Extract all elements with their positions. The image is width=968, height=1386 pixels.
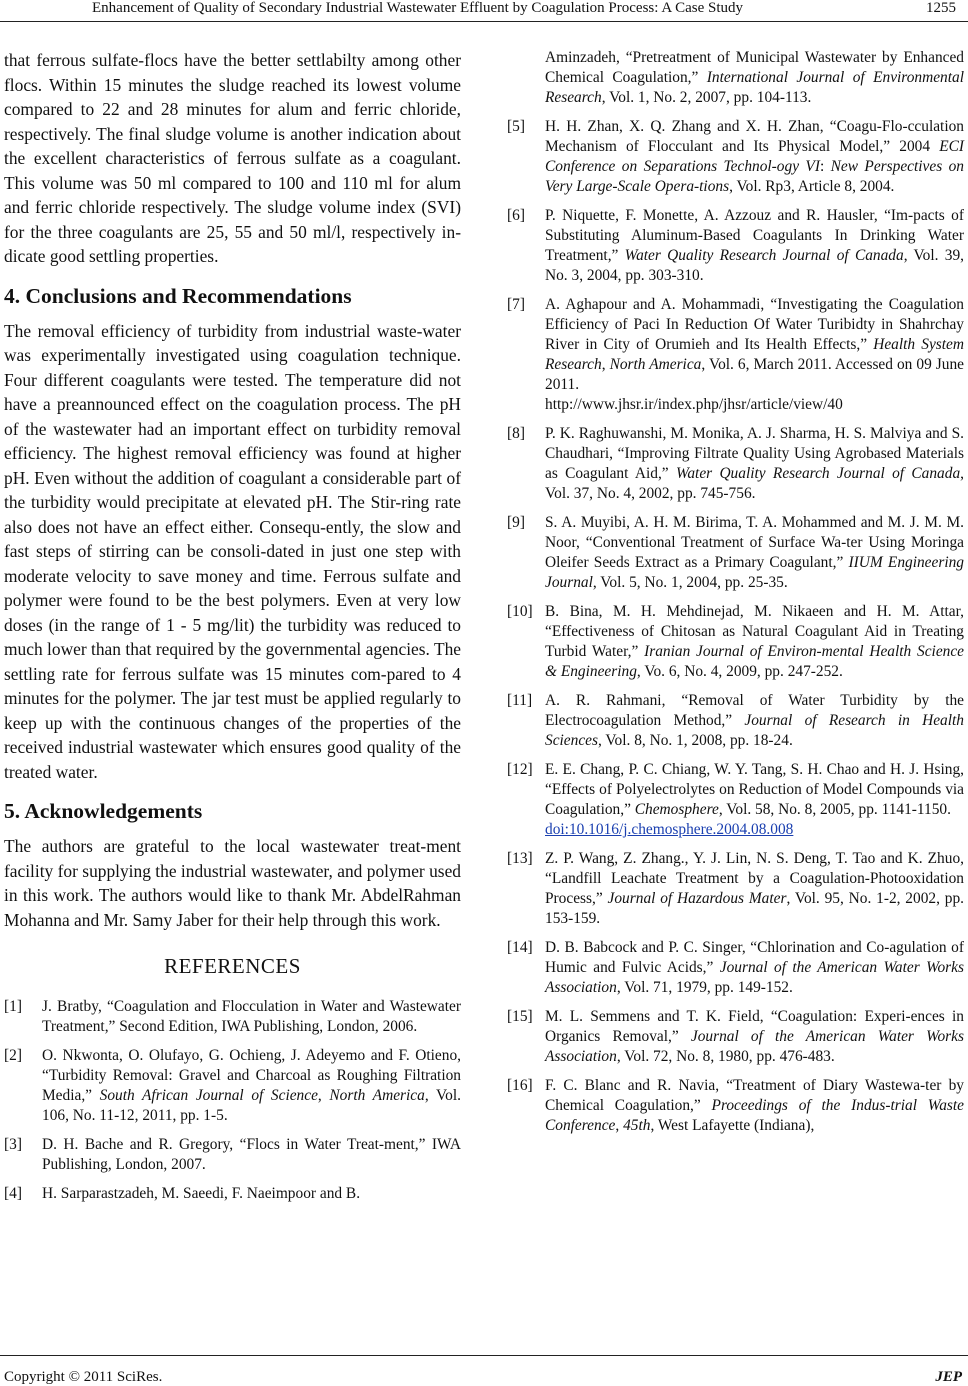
reference-item <box>4 997 461 1037</box>
reference-item <box>507 691 964 751</box>
page-footer <box>0 1355 968 1385</box>
reference-item <box>507 513 964 593</box>
reference-item <box>4 1184 461 1204</box>
reference-item <box>507 48 964 108</box>
reference-text: Z. P. Wang, Z. Zhang., Y. J. Lin, N. S. Deng, T. Tao and K. Zhuo, “Landfill Leachate Treatment by a Coagulation-Photooxidation Process,” Journal of Hazardous Mater, Vol. 95, No. 1-2, 2002, pp. 153-159. <box>545 850 964 927</box>
reference-item <box>507 760 964 840</box>
header-rule <box>0 21 968 22</box>
reference-item <box>507 849 964 929</box>
copyright-text: Copyright © 2011 SciRes. <box>4 1369 163 1385</box>
section-5-paragraph: The authors are grateful to the local wastewater treat-ment facility for supplying the industrial wastewater, and polymer used in this work. The authors would like to thank Mr. AbdelRahman Mohanna and Mr. Samy Jaber for their help through this work. <box>4 836 461 930</box>
reference-text: F. C. Blanc and R. Navia, “Treatment of Diary Wastewa-ter by Chemical Coagulation,” Proceedings of the Indus-trial Waste Conference, 45th, West Lafayette (Indiana), <box>545 1077 965 1134</box>
reference-item <box>507 602 964 682</box>
reference-text: H. H. Zhan, X. Q. Zhang and X. H. Zhan, “Coagu-Flo-cculation Mechanism of Flocculant and Its Physical Model,” 2004 ECI Conference on Separations Technol-ogy VI: New Perspectives on Very Large-Scale Opera-tions, Vol. Rp3, Article 8, 2004. <box>545 118 964 195</box>
section-4-paragraph: The removal efficiency of turbidity from industrial waste-water was experimentally investigated using coagulation technique. Four different coagulants were tested. The temperature did not have a preannounced effect on the coagulation process. The pH of the wastewater had an important effect on turbidity removal efficiency. The highest removal efficiency was found at higher pH. Even without the addition of coagulant a considerable part of the turbidity would precipitate at elevated pH. The Stir-ring rate also does not have an effect either. Consequ-ently, the slow and fast steps of stirring can be consoli-dated in just one step with moderate velocity to save money and time. Ferrous sulfate and polymer were found to be the best polymers. Even at very low doses (in the range of 1 - 5 mg/lit) the turbidity was reduced to much lower than that required by the governmental agencies. The settling rate for ferrous sulfate was 15 minutes com-pared to 4 minutes for the polymer. The jar test must be applied regularly to keep up with the continuous changes of the properties of the received industrial wastewater which ensures good quality of the treated water. <box>4 320 461 782</box>
reference-number: [15] <box>507 1008 533 1025</box>
reference-item <box>4 1135 461 1175</box>
reference-number: [6] <box>507 207 525 224</box>
reference-item <box>507 295 964 415</box>
reference-item <box>507 206 964 286</box>
reference-text: P. Niquette, F. Monette, A. Azzouz and R. Hausler, “Im-pacts of Substituting Aluminum-Based Coagulants In Drinking Water Treatment,” Water Quality Research Journal of Canada, Vol. 39, No. 3, 2004, pp. 303-310. <box>545 207 964 284</box>
reference-number: [12] <box>507 761 533 778</box>
running-title: Enhancement of Quality of Secondary Industrial Wastewater Effluent by Coagulation Process: A Case Study <box>92 0 744 16</box>
reference-item <box>507 1007 964 1067</box>
references-list-left <box>4 997 461 1204</box>
reference-number: [4] <box>4 1185 22 1202</box>
reference-text: Aminzadeh, “Pretreatment of Municipal Wastewater by Enhanced Chemical Coagulation,” International Journal of Environmental Research, Vol. 1, No. 2, 2007, pp. 104-113. <box>545 49 964 106</box>
reference-text: B. Bina, M. H. Mehdinejad, M. Nikaeen and H. M. Attar, “Effectiveness of Chitosan as Natural Coagulant Aid in Treating Turbid Water,” Iranian Journal of Environ-mental Health Science & Engineering, Vo. 6, No. 4, 2009, pp. 247-252. <box>545 603 965 680</box>
reference-number: [7] <box>507 296 525 313</box>
reference-url: http://www.jhsr.ir/index.php/jhsr/article/view/40 <box>545 396 843 413</box>
reference-item <box>507 1076 964 1136</box>
left-column <box>4 48 461 1204</box>
doi-link[interactable]: doi:10.1016/j.chemosphere.2004.08.008 <box>545 821 794 838</box>
reference-text: A. R. Rahmani, “Removal of Water Turbidity by the Electrocoagulation Method,” Journal of Research in Health Sciences, Vol. 8, No. 1, 2008, pp. 18-24. <box>545 692 964 749</box>
footer-rule <box>0 1355 968 1356</box>
journal-abbreviation: JEP <box>935 1369 962 1385</box>
reference-number: [5] <box>507 118 525 135</box>
reference-number: [16] <box>507 1077 533 1094</box>
page-header <box>0 0 968 22</box>
reference-text: P. K. Raghuwanshi, M. Monika, A. J. Sharma, H. S. Malviya and S. Chaudhari, “Improving Filtrate Quality Using Agrobased Materials as Coagulant Aid,” Water Quality Research Journal of Canada, Vol. 37, No. 4, 2002, pp. 745-756. <box>545 425 964 502</box>
reference-number: [14] <box>507 939 533 956</box>
page-number: 1255 <box>926 0 956 16</box>
reference-number: [2] <box>4 1047 22 1064</box>
reference-number: [3] <box>4 1136 22 1153</box>
section-5-heading: 5. Acknowledgements <box>4 799 203 823</box>
reference-text: J. Bratby, “Coagulation and Flocculation in Water and Wastewater Treatment,” Second Edition, IWA Publishing, London, 2006. <box>42 998 461 1035</box>
reference-item <box>507 117 964 197</box>
reference-item <box>507 424 964 504</box>
reference-text: S. A. Muyibi, A. H. M. Birima, T. A. Mohammed and M. J. M. M. Noor, “Conventional Treatment of Surface Wa-ter Using Moringa Oleifer Seeds Extract as a Primary Coagulant,” IIUM Engineering Journal, Vol. 5, No. 1, 2004, pp. 25-35. <box>545 514 965 591</box>
reference-number: [1] <box>4 998 22 1015</box>
section-4-heading: 4. Conclusions and Recommendations <box>4 283 352 308</box>
reference-number: [10] <box>507 603 533 620</box>
reference-text: D. H. Bache and R. Gregory, “Flocs in Water Treat-ment,” IWA Publishing, London, 2007. <box>42 1136 461 1173</box>
reference-number: [8] <box>507 425 525 442</box>
reference-text: M. L. Semmens and T. K. Field, “Coagulation: Experi-ences in Organics Removal,” Journal of the American Water Works Association, Vol. 72, No. 8, 1980, pp. 476-483. <box>545 1008 964 1065</box>
reference-item <box>4 1046 461 1126</box>
right-column <box>507 48 964 1136</box>
reference-text: E. E. Chang, P. C. Chiang, W. Y. Tang, S. H. Chao and H. J. Hsing, “Effects of Polyelectrolytes on Reduction of Model Compounds via Coagulation,” Chemosphere, Vol. 58, No. 8, 2005, pp. 1141-1150. doi:10.1016/j.chemosphere.2004.08.008 <box>545 761 964 838</box>
intro-paragraph: that ferrous sulfate-flocs have the better settlabilty among other flocs. Within 15 minutes the sludge reached its lowest volume compared to 22 and 28 minutes for alum and ferric chloride, respectively. The final sludge volume is another indication about the excellent characteristics of ferrous sulfate as a coagulant. This volume was 50 ml compared to 100 and 110 ml for alum and ferric chloride respectively. The sludge volume index (SVI) for the three coagulants are 25, 55 and 50 ml/l, respectively in-dicate good settling properties. <box>4 50 461 266</box>
reference-text: A. Aghapour and A. Mohammadi, “Investigating the Coagulation Efficiency of Paci In Reduction Of Water Turibidty in Shahrchay River in City of Orumieh and Its Health Effects,” Health System Research, North America, Vol. 6, March 2011. Accessed on 09 June 2011. http://www.jhsr.ir/index.php/jhsr/article/view/40 <box>545 296 964 413</box>
reference-text: H. Sarparastzadeh, M. Saeedi, F. Naeimpoor and B. <box>42 1185 361 1202</box>
references-heading: REFERENCES <box>164 954 301 978</box>
reference-number: [13] <box>507 850 533 867</box>
reference-text: O. Nkwonta, O. Olufayo, G. Ochieng, J. Adeyemo and F. Otieno, “Turbidity Removal: Gravel and Charcoal as Roughing Filtration Media,” South African Journal of Science, North America, Vol. 106, No. 11-12, 2011, pp. 1-5. <box>42 1047 461 1124</box>
reference-number: [9] <box>507 514 525 531</box>
reference-item <box>507 938 964 998</box>
reference-text: D. B. Babcock and P. C. Singer, “Chlorination and Co-agulation of Humic and Fulvic Acids,” Journal of the American Water Works Association, Vol. 71, 1979, pp. 149-152. <box>545 939 964 996</box>
reference-number: [11] <box>507 692 533 709</box>
